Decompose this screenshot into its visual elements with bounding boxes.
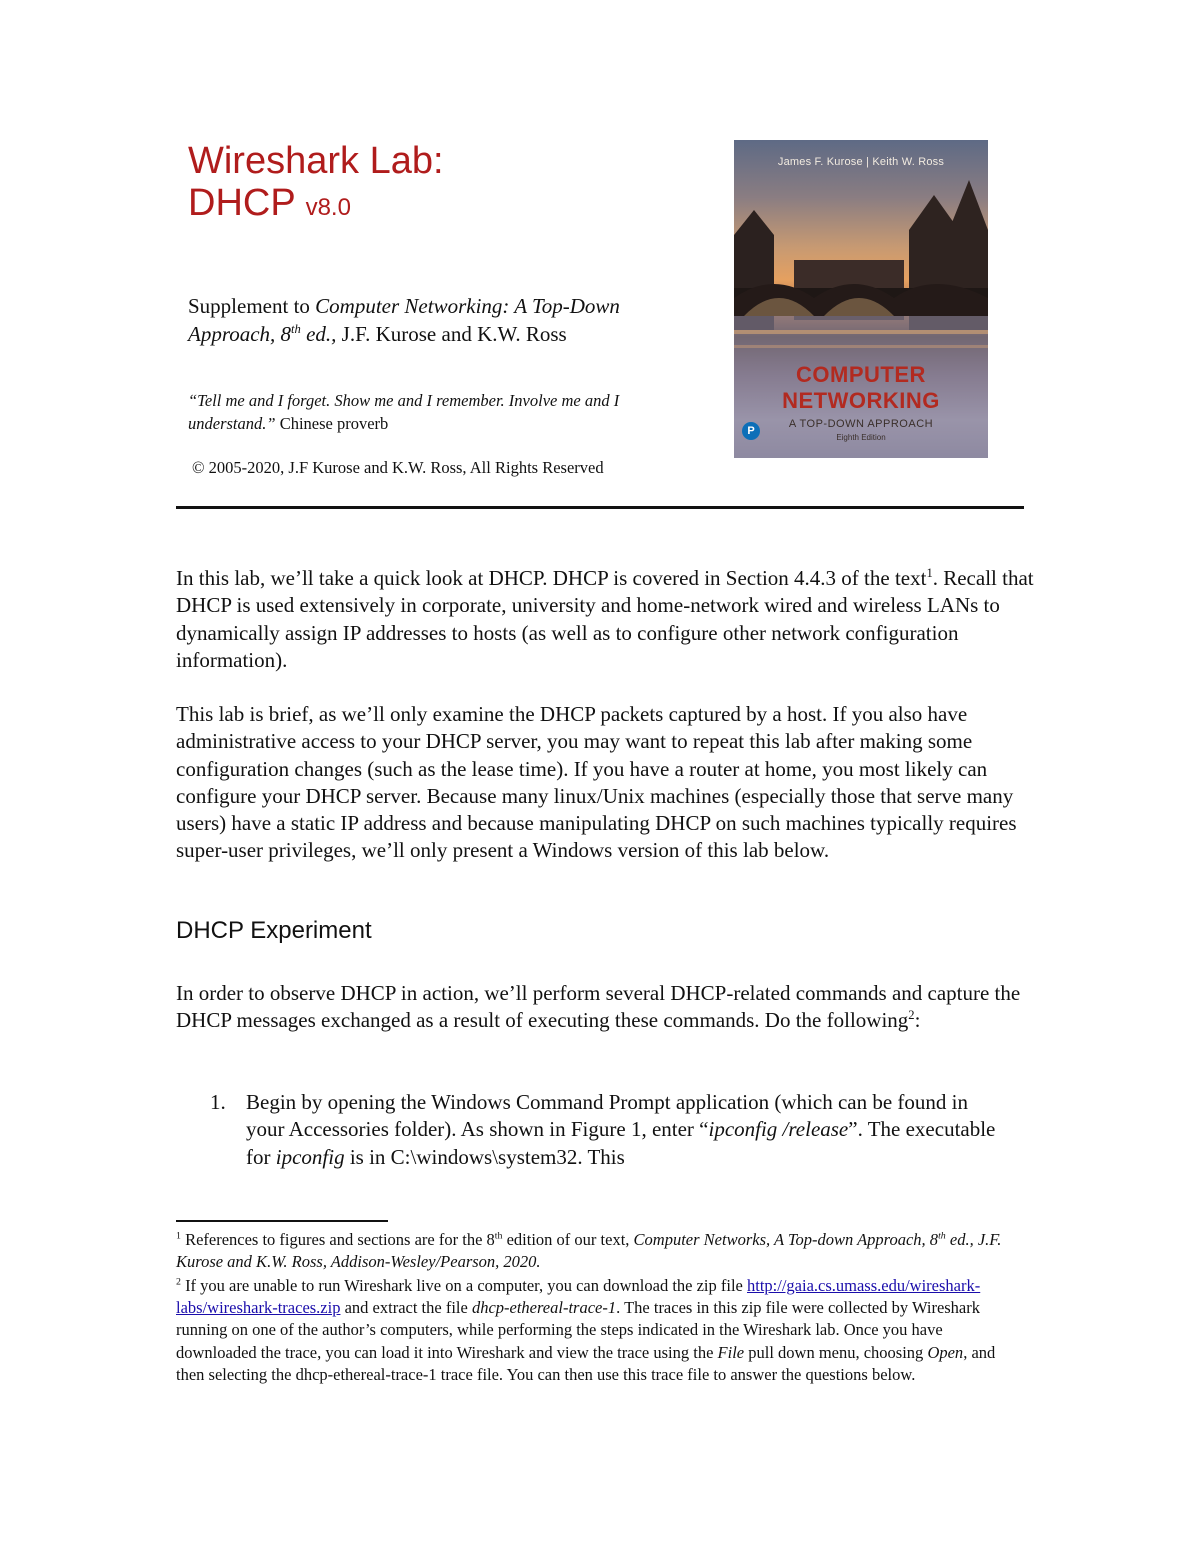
supplement-line — [188, 292, 708, 348]
list-number: 1. — [210, 1090, 226, 1114]
list-item-text — [246, 1089, 1010, 1171]
edition-sup: th — [291, 322, 301, 336]
experiment-text-b: : — [914, 1008, 921, 1033]
page-subtitle — [188, 182, 444, 229]
quote-text: “Tell me and I forget. Show me and I remember. Involve me and I understand.” — [188, 391, 620, 433]
experiment-text-a: In order to observe DHCP in action, we’ll perform several DHCP-related commands and capture the DHCP messages exchanged as a result of executing these commands. Do the following — [176, 981, 1021, 1033]
footnote-ref-2: 2 — [908, 1008, 915, 1023]
footnote-2 — [176, 1275, 1026, 1386]
trace-zip-link[interactable]: http://gaia.cs.umass.edu/wireshark-labs/wireshark-traces.zip — [176, 1276, 981, 1318]
list-text-c: is in C:\windows\system32. This — [344, 1144, 625, 1169]
scope-paragraph: This lab is brief, as we’ll only examine the DHCP packets captured by a host. If you also have administrative access to your DHCP server, you may want to repeat this lab after making some configuration changes (such as the lease time). If you have a router at home, you most likely can configure your DHCP server. Because many linux/Unix machines (especially those that serve many users) have a static IP address and because manipulating DHCP on such machines typically requires super-user privileges, we’ll only present a Windows version of this lab below. — [176, 702, 1017, 863]
cover-title-line2: NETWORKING — [782, 388, 940, 413]
intro-paragraph — [176, 565, 1036, 674]
fn2-file-menu: File — [717, 1342, 745, 1362]
fn2-text-e: , and then selecting the dhcp-ethereal-trace-1 trace file. You can then use this trace file to answer the questions below. — [176, 1342, 996, 1384]
cover-edition: Eighth Edition — [836, 433, 886, 442]
intro-text-a: In this lab, we’ll take a quick look at DHCP. DHCP is covered in Section 4.4.3 of the text — [176, 566, 927, 590]
copyright-notice: © 2005-2020, J.F Kurose and K.W. Ross, All Rights Reserved — [192, 458, 604, 477]
list-item — [210, 1089, 1010, 1171]
header-divider — [176, 506, 1024, 509]
pearson-logo-icon: P — [742, 422, 760, 440]
book-cover-image — [734, 140, 988, 458]
fn1-italic-sup: th — [938, 1230, 946, 1242]
intro-text-b: . Recall that DHCP is used extensively in corporate, university and home-network wired and wireless LANs to dynamically assign IP addresses to hosts (as well as to configure other network configuration information). — [176, 566, 1034, 672]
fn1-italic-b: ed., J.F. Kurose and K.W. Ross, Addison-Wesley/Pearson, 2020. — [176, 1230, 1002, 1272]
footnote-ref-1: 1 — [926, 566, 933, 580]
list-text-b: ”. The executable for — [246, 1117, 996, 1169]
subtitle-text: DHCP — [188, 182, 295, 224]
fn2-text-a: If you are unable to run Wireshark live on a computer, you can download the zip file — [180, 1276, 747, 1295]
page-title: Wireshark Lab: — [188, 140, 444, 182]
title-block — [188, 140, 444, 229]
version-label: v8.0 — [305, 194, 351, 221]
ipconfig-text: ipconfig — [275, 1144, 345, 1169]
fn2-filename: dhcp-ethereal-trace-1 — [471, 1298, 617, 1318]
epigraph — [188, 389, 668, 435]
footnote-1 — [176, 1229, 1026, 1273]
fn1-text-a: References to figures and sections are for the 8 — [180, 1230, 495, 1249]
edition-suffix: ed., — [300, 322, 337, 346]
fn2-open: Open — [927, 1342, 964, 1362]
book-title: Computer Networking: A Top-Down Approach, 8 — [188, 294, 620, 346]
fn1-sup: th — [494, 1230, 503, 1242]
fn2-text-b: and extract the file — [340, 1298, 472, 1318]
list-text-a: Begin by opening the Windows Command Prompt application (which can be found in your Accessories folder). As shown in Figure 1, enter “ — [246, 1090, 968, 1142]
command-text: ipconfig /release — [708, 1117, 849, 1142]
supplement-authors: J.F. Kurose and K.W. Ross — [336, 322, 567, 346]
cover-authors: James F. Kurose | Keith W. Ross — [777, 156, 945, 168]
cover-title-line1: COMPUTER — [796, 362, 926, 387]
footnote-divider — [176, 1220, 388, 1222]
experiment-paragraph — [176, 980, 1036, 1035]
section-heading: DHCP Experiment — [176, 917, 372, 944]
fn1-text-b: edition of our text, — [502, 1230, 634, 1249]
fn2-text-c: . The traces in this zip file were collected by Wireshark running on one of the author’s computers, while performing the steps indicated in the Wireshark lab. Once you have downloaded the trace, you can load it into Wireshark and view the trace using the — [176, 1298, 981, 1362]
footnote-1-number: 1 — [176, 1230, 181, 1242]
quote-attribution: Chinese proverb — [275, 414, 389, 433]
cover-subtitle: A TOP-DOWN APPROACH — [788, 418, 934, 430]
fn2-text-d: pull down menu, choosing — [744, 1342, 928, 1362]
supplement-prefix: Supplement to — [188, 294, 316, 318]
fn1-italic-a: Computer Networks, A Top-down Approach, 8 — [633, 1230, 939, 1249]
footnote-2-number: 2 — [176, 1276, 181, 1288]
